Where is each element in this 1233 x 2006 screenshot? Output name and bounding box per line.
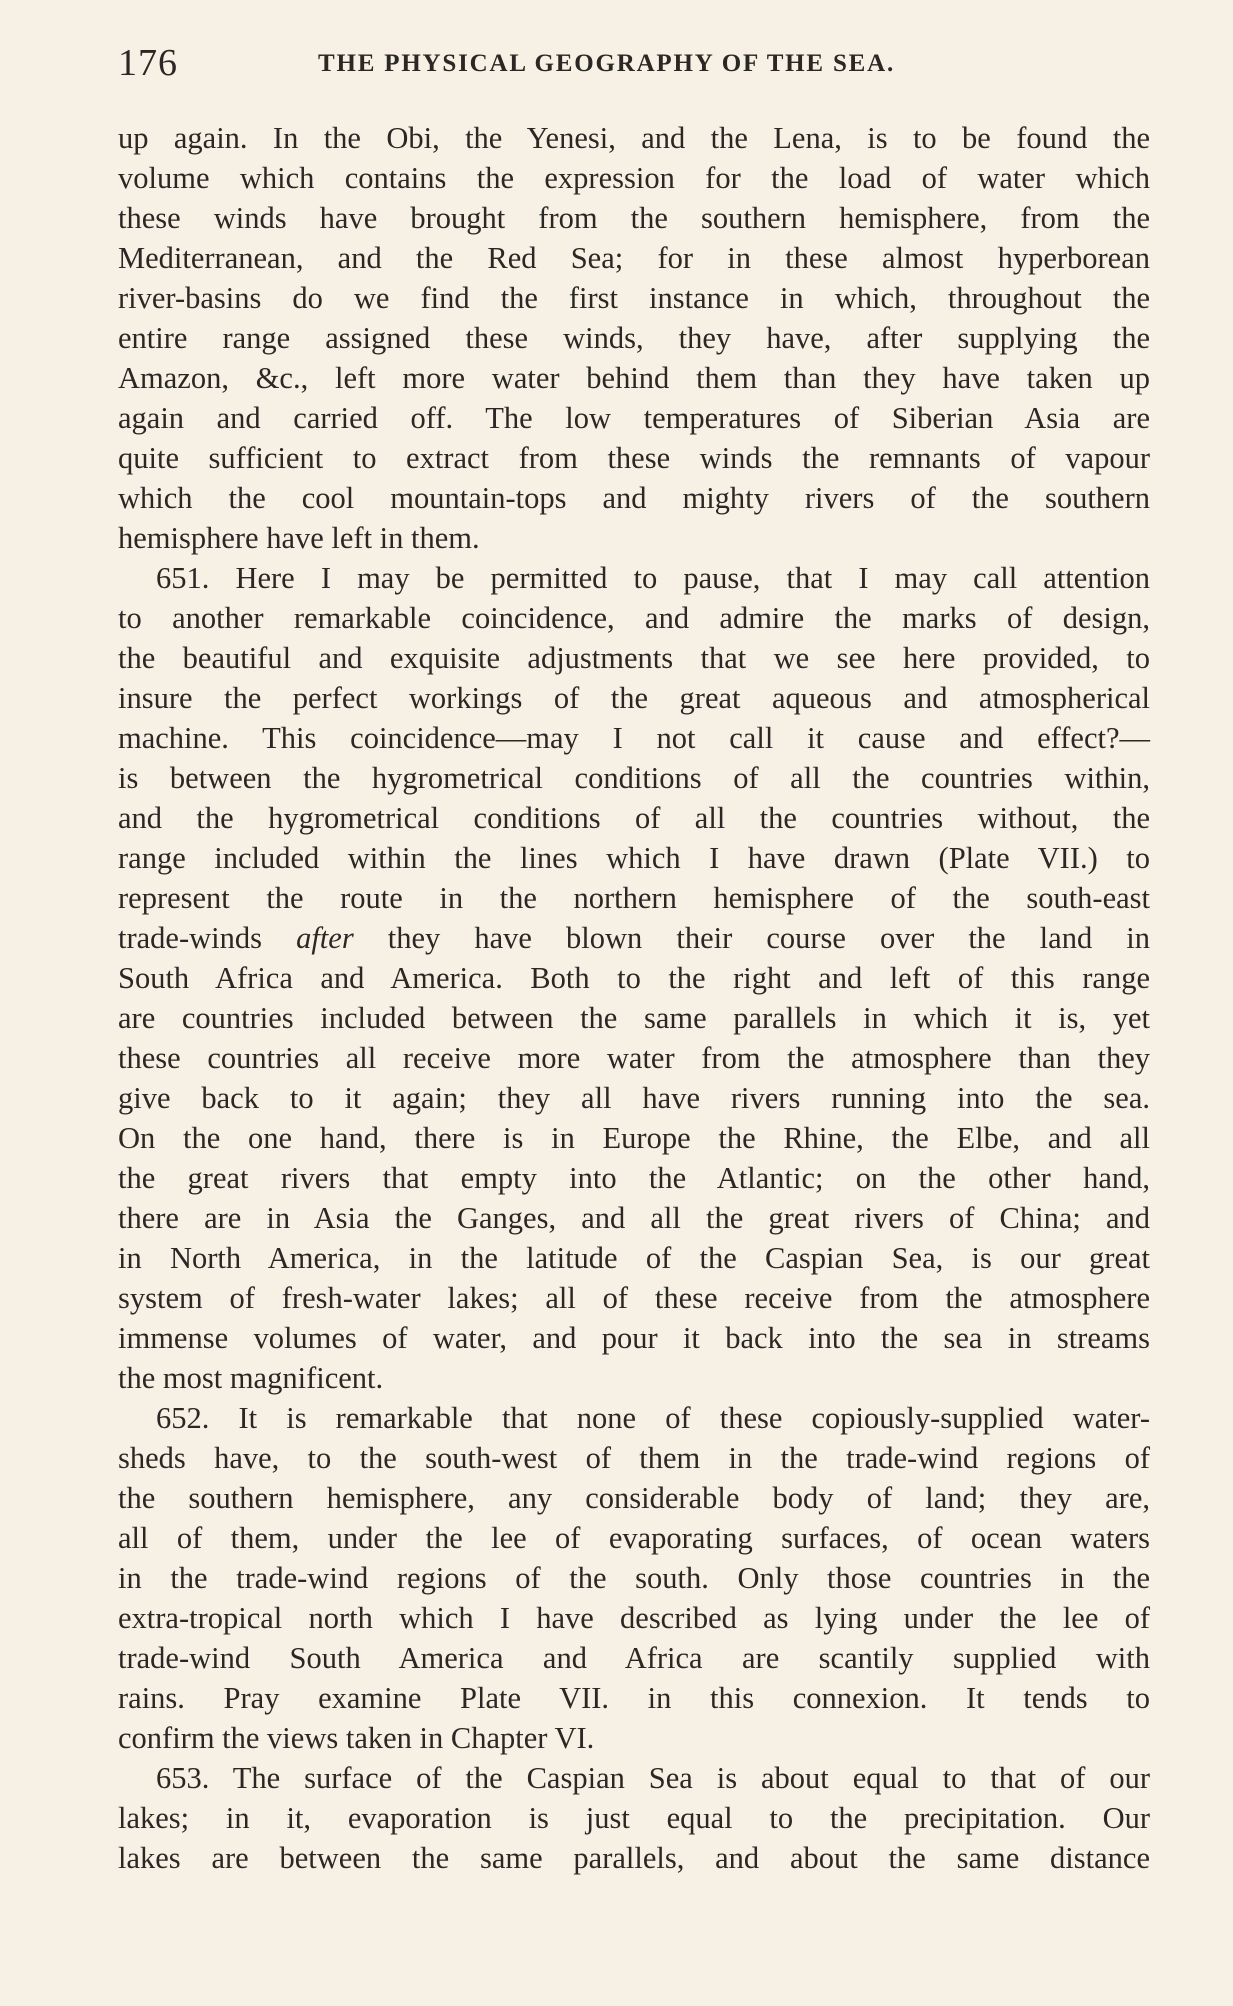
text-line: again and carried off. The low temperatures of Siberian Asia are xyxy=(118,401,1150,435)
text-line: in the trade-wind regions of the south. Only those countries in the xyxy=(118,1561,1150,1595)
text-line: these winds have brought from the southern hemisphere, from the xyxy=(118,201,1150,235)
text-line: immense volumes of water, and pour it back into the sea in streams xyxy=(118,1321,1150,1355)
text-line: give back to it again; they all have rivers running into the sea. xyxy=(118,1081,1150,1115)
text-segment: they have blown their course over the land in xyxy=(387,921,1151,955)
text-line: river-basins do we find the first instance in which, throughout the xyxy=(118,281,1150,315)
text-line-with-italic xyxy=(118,918,1150,958)
text-line: up again. In the Obi, the Yenesi, and the Lena, is to be found the xyxy=(118,121,1150,155)
body-text xyxy=(118,118,1150,1878)
text-line: the southern hemisphere, any considerable body of land; they are, xyxy=(118,1481,1150,1515)
text-line: system of fresh-water lakes; all of these receive from the atmosphere xyxy=(118,1281,1150,1315)
text-line: range included within the lines which I have drawn (Plate VII.) to xyxy=(118,841,1150,875)
text-line: Mediterranean, and the Red Sea; for in these almost hyperborean xyxy=(118,241,1150,275)
paragraph-651-start: 651. Here I may be permitted to pause, that I may call attention xyxy=(156,561,1150,595)
text-line: is between the hygrometrical conditions of all the countries within, xyxy=(118,761,1150,795)
text-line: lakes are between the same parallels, and about the same distance xyxy=(118,1841,1150,1875)
text-line: sheds have, to the south-west of them in the trade-wind regions of xyxy=(118,1441,1150,1475)
italic-word: after xyxy=(296,921,354,955)
page-number: 176 xyxy=(118,42,178,84)
text-line: extra-tropical north which I have described as lying under the lee of xyxy=(118,1601,1150,1635)
text-line: Amazon, &c., left more water behind them than they have taken up xyxy=(118,361,1150,395)
text-line: which the cool mountain-tops and mighty rivers of the southern xyxy=(118,481,1150,515)
paragraph-653-start: 653. The surface of the Caspian Sea is about equal to that of our xyxy=(156,1761,1150,1795)
text-line: On the one hand, there is in Europe the Rhine, the Elbe, and all xyxy=(118,1121,1150,1155)
text-line: in North America, in the latitude of the Caspian Sea, is our great xyxy=(118,1241,1150,1275)
text-line: and the hygrometrical conditions of all the countries without, the xyxy=(118,801,1150,835)
text-line: hemisphere have left in them. xyxy=(118,521,480,555)
running-title: THE PHYSICAL GEOGRAPHY OF THE SEA. xyxy=(318,50,896,77)
text-line: to another remarkable coincidence, and admire the marks of design, xyxy=(118,601,1150,635)
text-line: trade-wind South America and Africa are scantily supplied with xyxy=(118,1641,1150,1675)
text-line: the great rivers that empty into the Atlantic; on the other hand, xyxy=(118,1161,1150,1195)
text-line: lakes; in it, evaporation is just equal to the precipitation. Our xyxy=(118,1801,1150,1835)
text-line: all of them, under the lee of evaporating surfaces, of ocean waters xyxy=(118,1521,1150,1555)
text-line: the most magnificent. xyxy=(118,1361,384,1395)
text-line: rains. Pray examine Plate VII. in this connexion. It tends to xyxy=(118,1681,1150,1715)
running-head xyxy=(118,38,1150,88)
text-line: entire range assigned these winds, they have, after supplying the xyxy=(118,321,1150,355)
text-line: represent the route in the northern hemisphere of the south-east xyxy=(118,881,1150,915)
text-segment: trade-winds xyxy=(118,921,262,955)
text-line: are countries included between the same parallels in which it is, yet xyxy=(118,1001,1150,1035)
paragraph-652-start: 652. It is remarkable that none of these copiously-supplied water- xyxy=(156,1401,1150,1435)
text-line: these countries all receive more water from the atmosphere than they xyxy=(118,1041,1150,1075)
text-line: there are in Asia the Ganges, and all the great rivers of China; and xyxy=(118,1201,1150,1235)
text-line: volume which contains the expression for the load of water which xyxy=(118,161,1150,195)
text-line: South Africa and America. Both to the right and left of this range xyxy=(118,961,1150,995)
text-line: machine. This coincidence—may I not call it cause and effect?— xyxy=(118,721,1150,755)
text-line: quite sufficient to extract from these winds the remnants of vapour xyxy=(118,441,1150,475)
book-page xyxy=(118,38,1150,1878)
text-line: the beautiful and exquisite adjustments that we see here provided, to xyxy=(118,641,1150,675)
text-line: insure the perfect workings of the great aqueous and atmospherical xyxy=(118,681,1150,715)
text-line: confirm the views taken in Chapter VI. xyxy=(118,1721,595,1755)
